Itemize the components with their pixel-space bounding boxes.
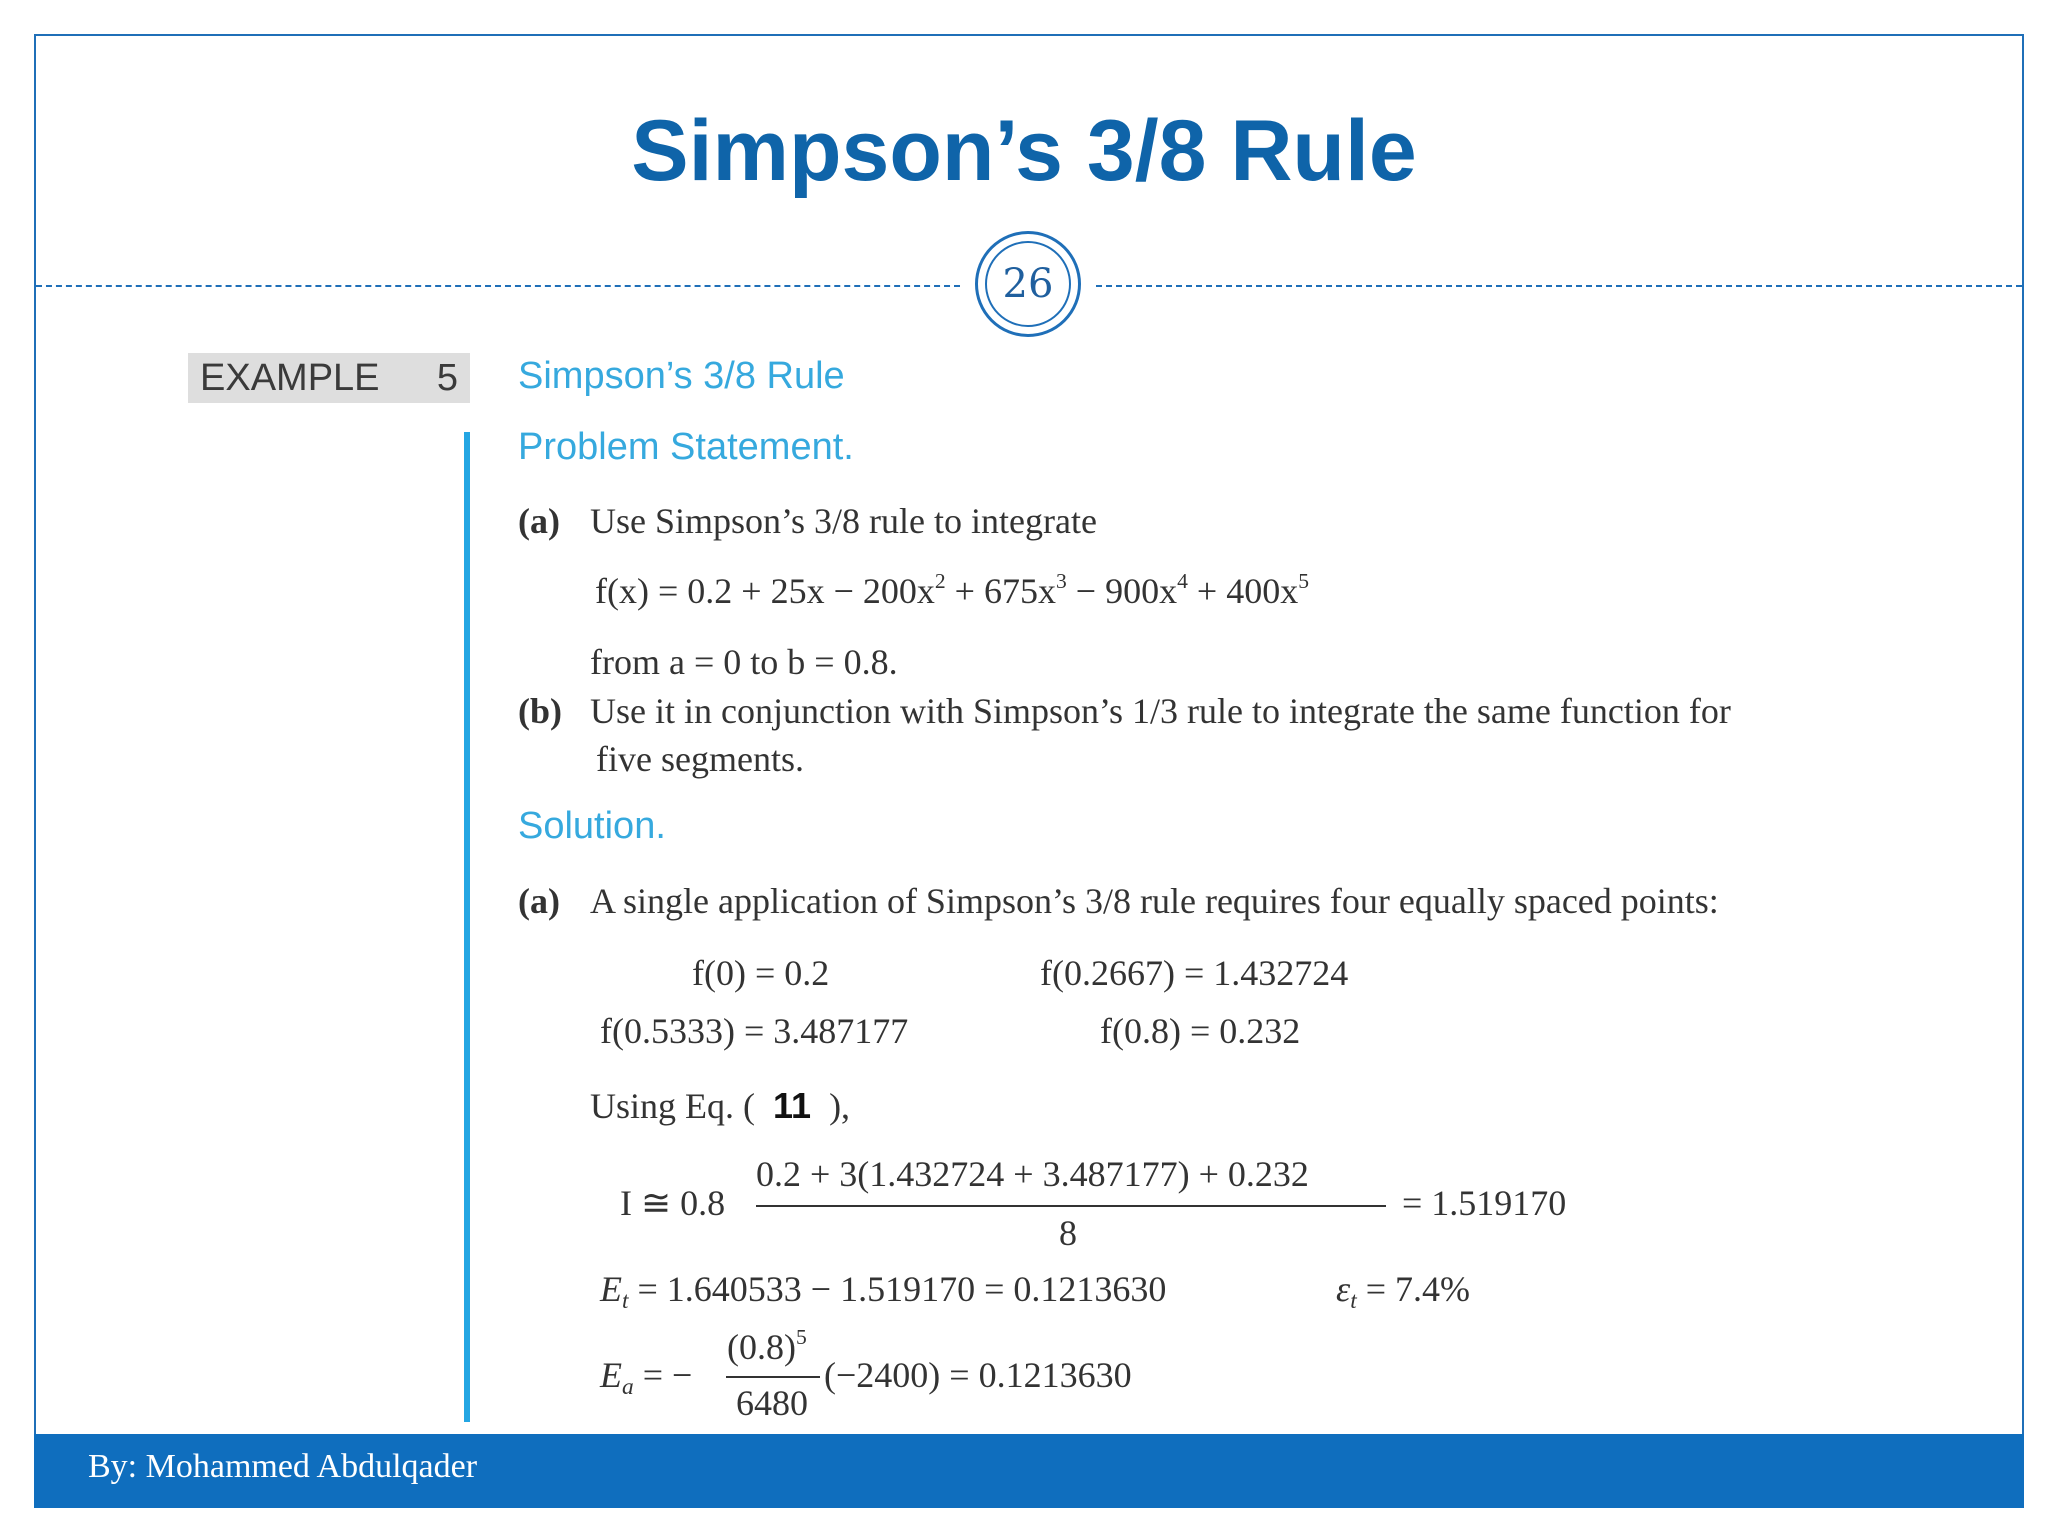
solution-heading: Solution. xyxy=(518,805,666,847)
point-f05333: f(0.5333) = 3.487177 xyxy=(600,1011,909,1051)
function-lhs: f(x) = 0.2 + 25x − 200x xyxy=(595,571,935,611)
equation-reference: 11 xyxy=(773,1085,812,1126)
example-label: EXAMPLE xyxy=(200,356,380,399)
function-equation xyxy=(595,570,1309,612)
relative-error-subscript: t xyxy=(1350,1288,1357,1315)
example-label-box xyxy=(188,353,470,403)
example-accent-bar xyxy=(464,432,470,1422)
integral-result: = 1.519170 xyxy=(1402,1183,1567,1223)
example-title: Simpson’s 3/8 Rule xyxy=(518,355,845,397)
using-eq-suffix: ), xyxy=(829,1086,851,1126)
divider-left xyxy=(36,285,960,287)
function-term-4: − 900x xyxy=(1066,571,1178,611)
integral-numerator: 0.2 + 3(1.432724 + 3.487177) + 0.232 xyxy=(756,1154,1309,1194)
true-error-subscript: t xyxy=(622,1288,629,1315)
divider-right xyxy=(1096,285,2022,287)
problem-heading: Problem Statement. xyxy=(518,426,854,468)
relative-error-symbol: ε xyxy=(1336,1269,1351,1309)
page-number-badge xyxy=(975,231,1081,337)
part-a-marker: (a) xyxy=(518,501,560,541)
bounds-text: from a = 0 to b = 0.8. xyxy=(590,642,898,682)
solution-a-marker: (a) xyxy=(518,881,560,921)
approx-error-fraction-bar xyxy=(726,1376,820,1378)
point-f02667: f(0.2667) = 1.432724 xyxy=(1040,953,1349,993)
true-error-equation xyxy=(600,1268,1167,1315)
point-f0: f(0) = 0.2 xyxy=(692,953,830,993)
function-exp-4: 4 xyxy=(1177,568,1188,593)
approx-error-symbol: E xyxy=(600,1355,622,1395)
approx-error-num-exp: 5 xyxy=(795,1324,807,1349)
function-exp-3: 3 xyxy=(1055,568,1067,593)
approx-error-numerator xyxy=(727,1326,807,1368)
example-number: 5 xyxy=(436,356,458,399)
approx-error-subscript: a xyxy=(622,1374,634,1401)
integral-fraction-bar xyxy=(756,1205,1386,1207)
approx-error-eq: = − xyxy=(633,1355,693,1395)
function-exp-5: 5 xyxy=(1298,568,1309,593)
function-term-5: + 400x xyxy=(1187,571,1299,611)
footer-author: By: Mohammed Abdulqader xyxy=(88,1448,478,1485)
relative-error-equation xyxy=(1336,1268,1470,1315)
part-a-text: Use Simpson’s 3/8 rule to integrate xyxy=(590,501,1097,541)
function-exp-2: 2 xyxy=(934,568,946,593)
integral-lhs: I ≅ 0.8 xyxy=(620,1183,726,1223)
point-f08: f(0.8) = 0.232 xyxy=(1100,1011,1301,1051)
approx-error-lhs xyxy=(600,1354,693,1401)
using-eq-prefix: Using Eq. ( xyxy=(590,1086,755,1126)
using-equation-line xyxy=(590,1085,850,1127)
part-b-line1: Use it in conjunction with Simpson’s 1/3 rule to integrate the same function for xyxy=(590,691,1731,731)
slide-title: Simpson’s 3/8 Rule xyxy=(631,103,1417,199)
approx-error-denominator: 6480 xyxy=(736,1383,808,1423)
approx-error-rest: (−2400) = 0.1213630 xyxy=(824,1355,1132,1395)
relative-error-value: = 7.4% xyxy=(1356,1269,1470,1309)
function-term-3: + 675x xyxy=(945,571,1056,611)
solution-a-text: A single application of Simpson’s 3/8 rule requires four equally spaced points: xyxy=(590,881,1719,921)
integral-denominator: 8 xyxy=(1059,1213,1077,1253)
part-b-marker: (b) xyxy=(518,691,562,731)
part-b-line2: five segments. xyxy=(596,739,804,779)
true-error-value: = 1.640533 − 1.519170 = 0.1213630 xyxy=(628,1269,1167,1309)
page-number: 26 xyxy=(985,241,1071,327)
true-error-symbol: E xyxy=(600,1269,622,1309)
approx-error-num-base: (0.8) xyxy=(727,1327,796,1367)
